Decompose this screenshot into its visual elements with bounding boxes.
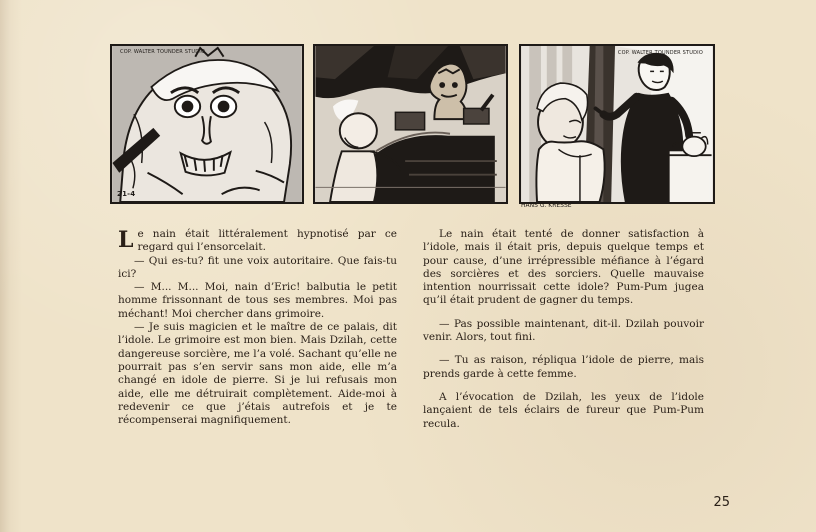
illustration-credit: COP. WALTER TOUNDER STUDIO [617, 50, 703, 56]
story-paragraph: — M... M... Moi, nain d’Eric! balbutia le petit homme frissonnant de tous ses membres. Moi pas méchant! Moi chercher dans grimoire. [118, 281, 397, 320]
illustration-code: 21-4 [117, 190, 136, 198]
story-column-right [423, 228, 704, 431]
illustration-panel-idol-closeup [110, 44, 304, 204]
page-number: 25 [713, 495, 730, 510]
artist-signature: HANS G. KRESSE [521, 202, 572, 209]
paragraph-gap [423, 308, 704, 318]
dwarf-and-idol-illustration [315, 46, 506, 202]
story-paragraph [118, 228, 397, 255]
story-paragraph: Le nain était tenté de donner satisfaction à l’idole, mais il était pris, depuis quelque temps et pour cause, d’une irrépressible méfiance à l’égard des sorcières et des sorciers. Quelle mauvaise intention nourrissait cette idole? Pum-Pum jugea qu’il était prudent de gagner du temps. [423, 228, 704, 307]
woman-and-man-illustration [521, 46, 713, 202]
paragraph-gap [423, 344, 704, 354]
idol-closeup-illustration [112, 46, 302, 202]
story-paragraph: — Qui es-tu? fit une voix autoritaire. Que fais-tu ici? [118, 254, 397, 280]
story-paragraph: — Je suis magicien et le maître de ce palais, dit l’idole. Le grimoire est mon bien. Mais Dzilah, cette dangereuse sorcière, me l’a volé. Sachant qu’elle ne pourrait pas s’en servir sans mon aide, elle m’a changé en idole de pierre. Si je lui refusais mon aide, elle me détruirait complètement. Aide-moi à redevenir ce que j’étais autrefois et je te récompenserai magnifiquement. [118, 321, 397, 427]
drop-cap: L [118, 227, 134, 253]
story-paragraph: — Pas possible maintenant, dit-il. Dzilah pouvoir venir. Alors, tout fini. [423, 317, 704, 344]
paragraph-gap [423, 381, 704, 391]
illustration-credit: COP. WALTER TOUNDER STUDIO [120, 49, 206, 55]
paragraph-text: e nain était littéralement hypnotisé par ce regard qui l’ensorcelait. [137, 228, 397, 254]
story-paragraph: A l’évocation de Dzilah, les yeux de l’idole lançaient de tels éclairs de fureur que Pum-Pum recula. [423, 390, 704, 430]
story-column-left [118, 228, 397, 427]
illustration-panel-dwarf-idol [313, 44, 508, 204]
story-paragraph: — Tu as raison, répliqua l’idole de pierre, mais prends garde à cette femme. [423, 354, 704, 380]
illustration-panel-woman-at-curtain [519, 44, 715, 209]
